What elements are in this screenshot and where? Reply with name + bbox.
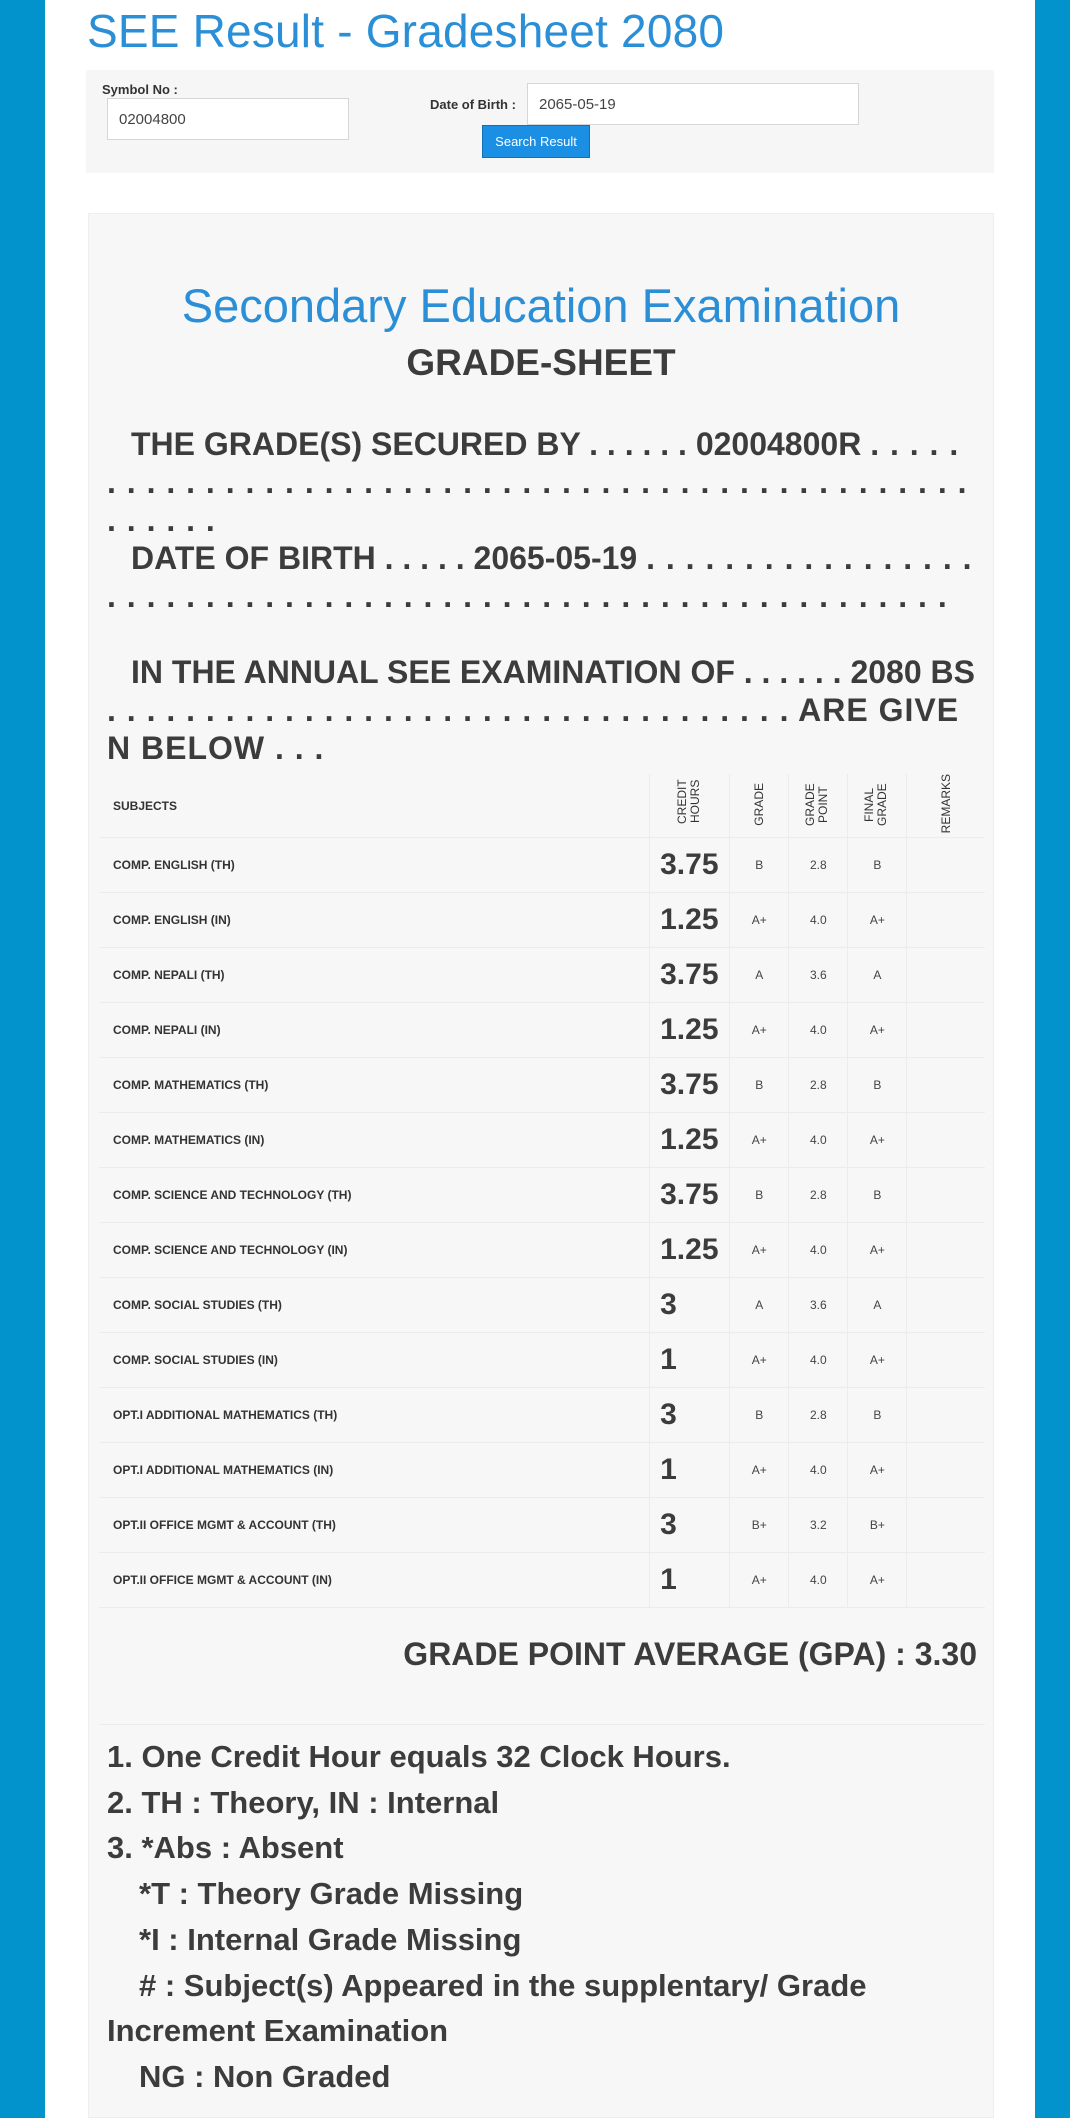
- symbol-no-input[interactable]: 02004800: [107, 98, 349, 140]
- final-grade: B: [848, 838, 907, 893]
- grade-row: [99, 893, 985, 948]
- dob-label: Date of Birth :: [430, 97, 516, 112]
- subject-name: COMP. MATHEMATICS (TH): [99, 1058, 650, 1113]
- remarks: [907, 1388, 985, 1443]
- grade-point: 4.0: [789, 1443, 848, 1498]
- dob-line-prefix: DATE OF BIRTH . . . . .: [131, 540, 465, 576]
- grade-row: [99, 1003, 985, 1058]
- header-credit-hours: CREDIT HOURS: [650, 774, 730, 838]
- credit-hours: 1: [650, 1333, 730, 1388]
- grade-row: [99, 1278, 985, 1333]
- grade-row: [99, 1168, 985, 1223]
- subject-name: COMP. SOCIAL STUDIES (IN): [99, 1333, 650, 1388]
- grade: A+: [730, 893, 789, 948]
- credit-hours: 3.75: [650, 838, 730, 893]
- final-grade: A+: [848, 1003, 907, 1058]
- final-grade: A: [848, 948, 907, 1003]
- final-grade: A+: [848, 1223, 907, 1278]
- grades-table: [99, 774, 985, 1608]
- grade: A+: [730, 1113, 789, 1168]
- credit-hours: 3.75: [650, 1058, 730, 1113]
- final-grade: B: [848, 1388, 907, 1443]
- credit-hours: 3.75: [650, 1168, 730, 1223]
- grade-point: 2.8: [789, 1388, 848, 1443]
- grade: A: [730, 948, 789, 1003]
- dob-line: [107, 539, 977, 615]
- gpa-summary: GRADE POINT AVERAGE (GPA) : 3.30: [403, 1636, 977, 1672]
- remarks: [907, 1168, 985, 1223]
- grade-row: [99, 1553, 985, 1608]
- page-title: SEE Result - Gradesheet 2080: [87, 5, 725, 57]
- grade-point: 4.0: [789, 893, 848, 948]
- exam-line: [107, 653, 977, 767]
- remarks: [907, 1113, 985, 1168]
- credit-hours: 1: [650, 1443, 730, 1498]
- remarks: [907, 948, 985, 1003]
- remarks: [907, 1058, 985, 1113]
- remarks: [907, 1223, 985, 1278]
- page-container: [45, 0, 1035, 2118]
- grade: B: [730, 1168, 789, 1223]
- search-result-button[interactable]: Search Result: [482, 125, 590, 158]
- notes-section: [107, 1734, 977, 2100]
- remarks: [907, 838, 985, 893]
- final-grade: A+: [848, 893, 907, 948]
- grade-row: [99, 948, 985, 1003]
- subject-name: COMP. ENGLISH (TH): [99, 838, 650, 893]
- subject-name: COMP. SCIENCE AND TECHNOLOGY (IN): [99, 1223, 650, 1278]
- subject-name: COMP. MATHEMATICS (IN): [99, 1113, 650, 1168]
- remarks: [907, 1498, 985, 1553]
- credit-hours: 3: [650, 1388, 730, 1443]
- dob-line-suffix: . . . . . . . . . . . . . . . . . . . . . . . . . . . . . . . . . . . . . . . . . . . . . . . . . . . . . . . . . . . .: [107, 540, 973, 614]
- subject-name: COMP. NEPALI (TH): [99, 948, 650, 1003]
- final-grade: B: [848, 1058, 907, 1113]
- secured-by-line: [107, 425, 977, 539]
- grade-point: 3.2: [789, 1498, 848, 1553]
- secured-by-suffix: . . . . . . . . . . . . . . . . . . . . . . . . . . . . . . . . . . . . . . . . . . . . . . . . . . . . . . .: [107, 426, 968, 538]
- credit-hours: 3.75: [650, 948, 730, 1003]
- grade-point: 3.6: [789, 948, 848, 1003]
- exam-line-value: 2080 BS: [850, 654, 975, 690]
- note-internal-missing: *I : Internal Grade Missing: [139, 1921, 522, 1957]
- grade-point: 4.0: [789, 1223, 848, 1278]
- grade: A: [730, 1278, 789, 1333]
- divider: [99, 1724, 985, 1725]
- grade-row: [99, 1113, 985, 1168]
- subject-name: COMP. ENGLISH (IN): [99, 893, 650, 948]
- exam-title: Secondary Education Examination: [181, 279, 901, 332]
- subject-name: COMP. NEPALI (IN): [99, 1003, 650, 1058]
- final-grade: A: [848, 1278, 907, 1333]
- grade: A+: [730, 1223, 789, 1278]
- final-grade: A+: [848, 1553, 907, 1608]
- grade: A+: [730, 1443, 789, 1498]
- header-grade: GRADE: [730, 774, 789, 838]
- grade-point: 4.0: [789, 1553, 848, 1608]
- symbol-no-label: Symbol No :: [102, 82, 178, 97]
- grade-row: [99, 1058, 985, 1113]
- note-1: 1. One Credit Hour equals 32 Clock Hours.: [107, 1739, 731, 1774]
- grade-row: [99, 1498, 985, 1553]
- note-3: 3. *Abs : Absent: [107, 1830, 344, 1866]
- grade: B: [730, 1058, 789, 1113]
- credit-hours: 3: [650, 1278, 730, 1333]
- grade-point: 2.8: [789, 838, 848, 893]
- note-supplementary: # : Subject(s) Appeared in the supplentary/ Grade: [139, 1967, 867, 2003]
- grade: B: [730, 838, 789, 893]
- subject-name: OPT.II OFFICE MGMT & ACCOUNT (IN): [99, 1553, 650, 1608]
- credit-hours: 1.25: [650, 1003, 730, 1058]
- credit-hours: 1: [650, 1553, 730, 1608]
- credit-hours: 3: [650, 1498, 730, 1553]
- grade: B: [730, 1388, 789, 1443]
- credit-hours: 1.25: [650, 893, 730, 948]
- remarks: [907, 893, 985, 948]
- note-theory-missing: *T : Theory Grade Missing: [139, 1876, 524, 1912]
- grade-row: [99, 1388, 985, 1443]
- subject-name: OPT.I ADDITIONAL MATHEMATICS (TH): [99, 1388, 650, 1443]
- remarks: [907, 1333, 985, 1388]
- grade-point: 4.0: [789, 1113, 848, 1168]
- grade-point: 2.8: [789, 1058, 848, 1113]
- header-grade-point: GRADE POINT: [789, 774, 848, 838]
- grade: A+: [730, 1003, 789, 1058]
- final-grade: A+: [848, 1113, 907, 1168]
- remarks: [907, 1003, 985, 1058]
- search-form: [86, 70, 994, 173]
- grade-point: 2.8: [789, 1168, 848, 1223]
- secured-by-value: 02004800R: [695, 426, 862, 462]
- grade: A+: [730, 1333, 789, 1388]
- grade-point: 4.0: [789, 1333, 848, 1388]
- grade-row: [99, 1223, 985, 1278]
- final-grade: B: [848, 1168, 907, 1223]
- remarks: [907, 1443, 985, 1498]
- subject-name: OPT.I ADDITIONAL MATHEMATICS (IN): [99, 1443, 650, 1498]
- grade: B+: [730, 1498, 789, 1553]
- subject-name: OPT.II OFFICE MGMT & ACCOUNT (TH): [99, 1498, 650, 1553]
- exam-line-suffix: . . . . . . . . . . . . . . . . . . . . . . . . . . . . . . . . . . . ARE GIVEN BELOW . . .: [107, 692, 960, 766]
- header-remarks: REMARKS: [907, 774, 985, 838]
- final-grade: A+: [848, 1333, 907, 1388]
- header-subjects: SUBJECTS: [99, 774, 650, 838]
- exam-line-prefix: IN THE ANNUAL SEE EXAMINATION OF . . . . . .: [131, 654, 842, 690]
- gradesheet-title: GRADE-SHEET: [406, 342, 676, 383]
- credit-hours: 1.25: [650, 1223, 730, 1278]
- grade-row: [99, 1443, 985, 1498]
- secured-by-prefix: THE GRADE(S) SECURED BY . . . . . .: [131, 426, 687, 462]
- credit-hours: 1.25: [650, 1113, 730, 1168]
- subject-name: COMP. SOCIAL STUDIES (TH): [99, 1278, 650, 1333]
- grade-point: 4.0: [789, 1003, 848, 1058]
- note-2: 2. TH : Theory, IN : Internal: [107, 1784, 500, 1820]
- note-supplementary-cont: Increment Examination: [107, 2013, 449, 2049]
- remarks: [907, 1553, 985, 1608]
- final-grade: A+: [848, 1443, 907, 1498]
- grade-row: [99, 1333, 985, 1388]
- grade-sheet: [88, 213, 994, 2118]
- dob-line-value: 2065-05-19: [473, 540, 638, 576]
- final-grade: B+: [848, 1498, 907, 1553]
- header-final-grade: FINAL GRADE: [848, 774, 907, 838]
- remarks: [907, 1278, 985, 1333]
- grade-point: 3.6: [789, 1278, 848, 1333]
- grade: A+: [730, 1553, 789, 1608]
- note-non-graded: NG : Non Graded: [139, 2058, 391, 2094]
- subject-name: COMP. SCIENCE AND TECHNOLOGY (TH): [99, 1168, 650, 1223]
- grades-header-row: [99, 774, 985, 838]
- grade-row: [99, 838, 985, 893]
- dob-input[interactable]: 2065-05-19: [527, 83, 859, 125]
